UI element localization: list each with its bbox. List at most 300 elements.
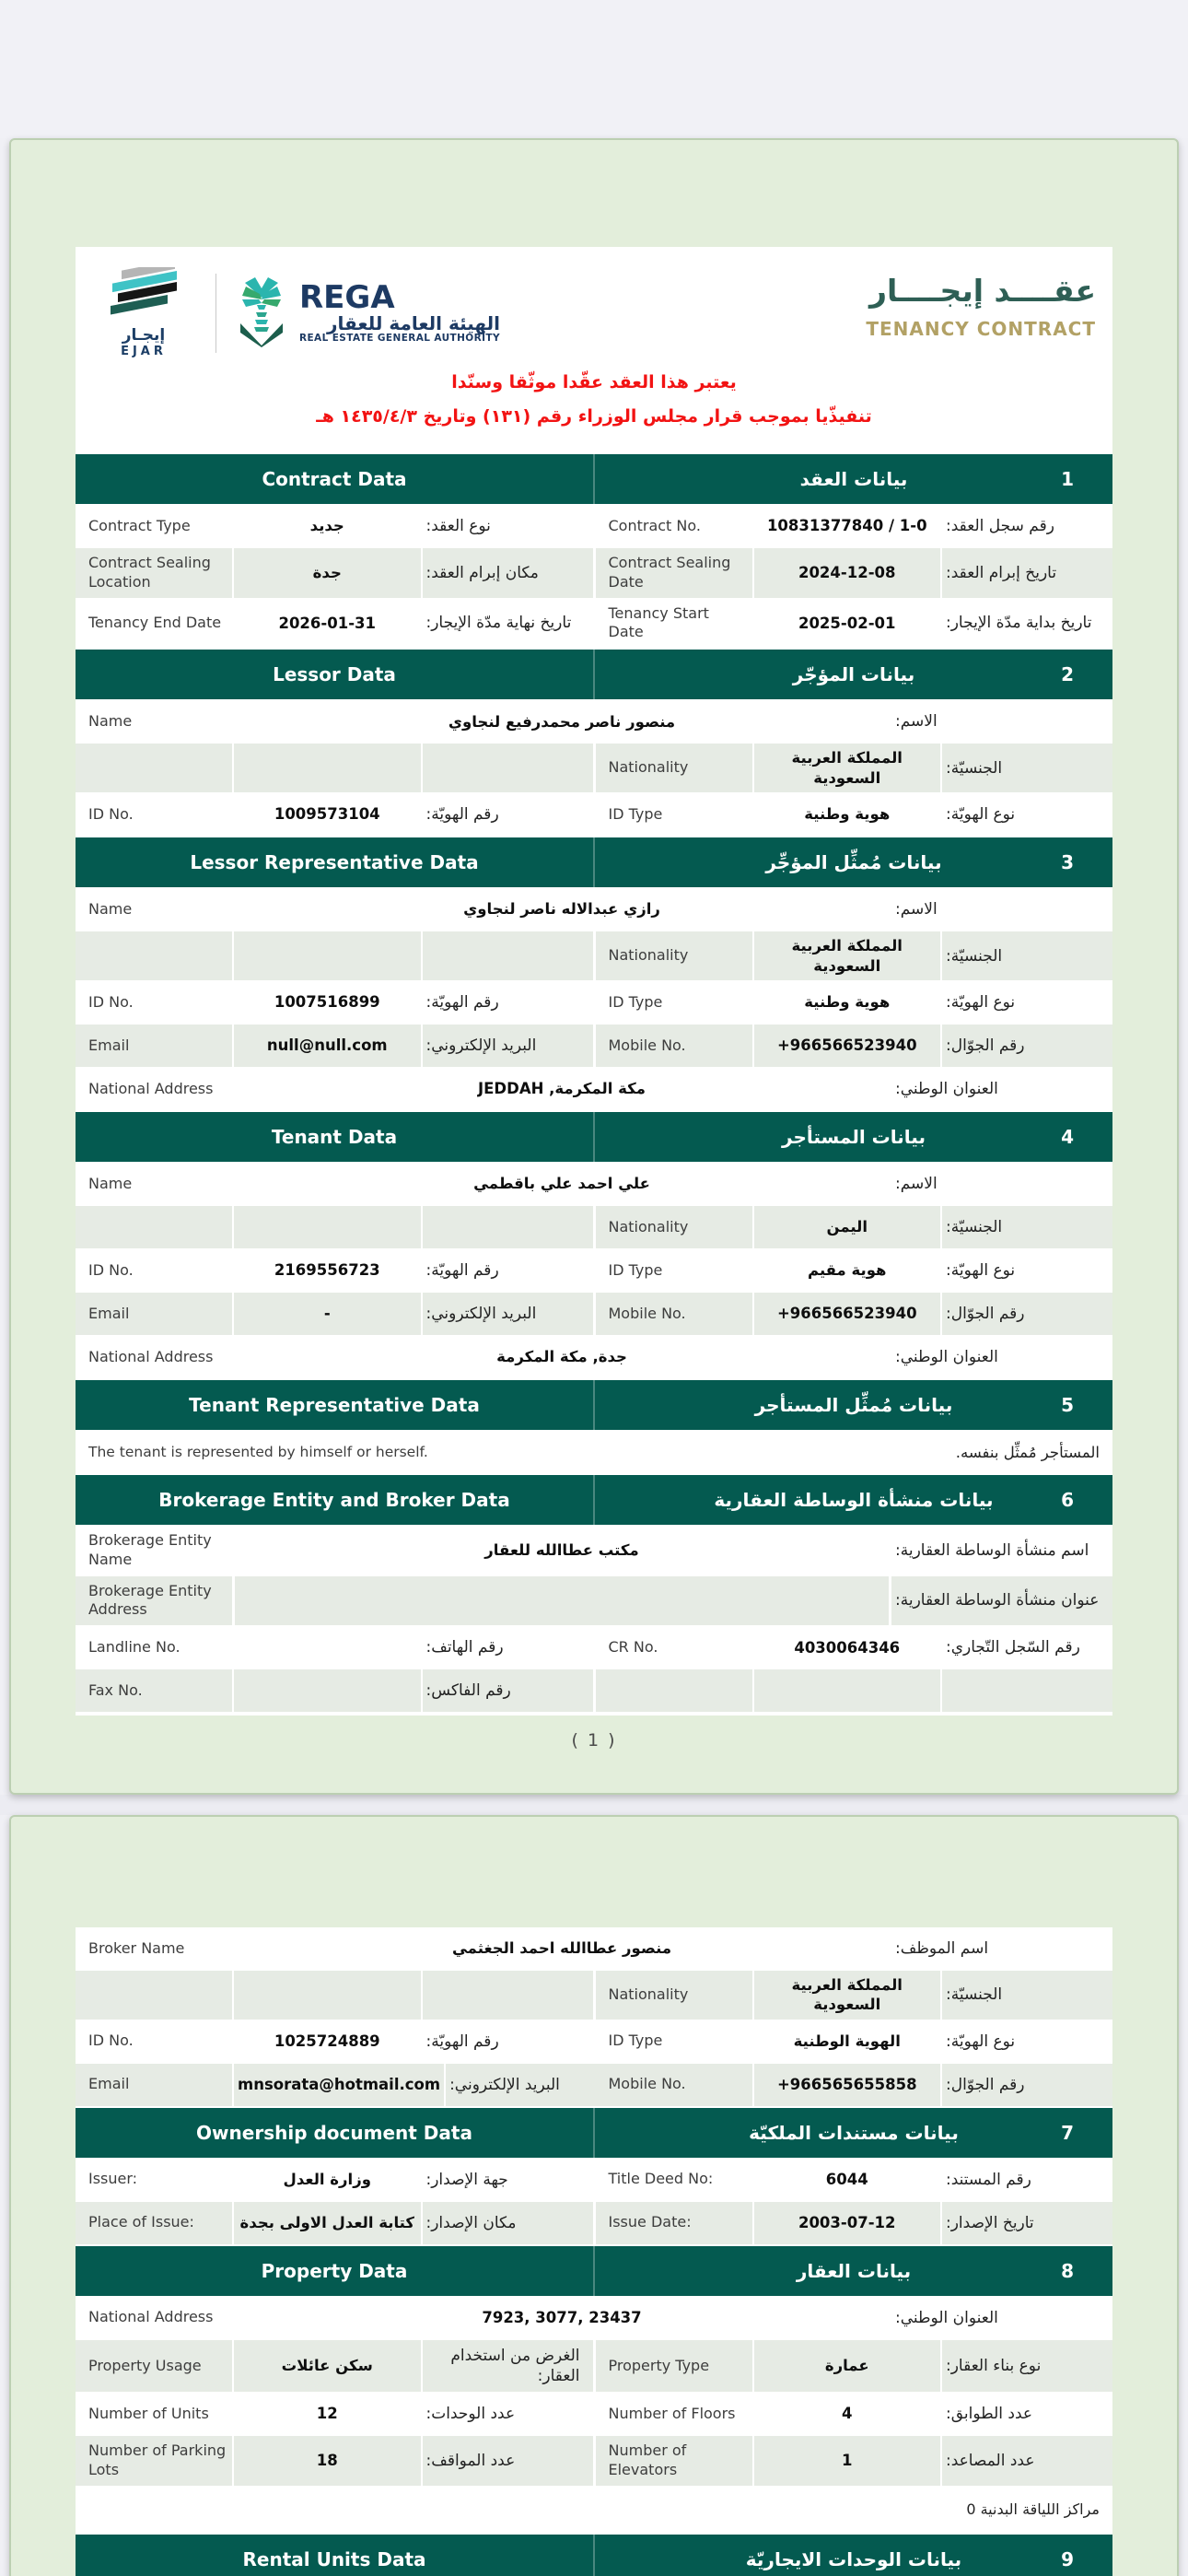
row-half-left	[76, 548, 593, 598]
table-row	[76, 2159, 1112, 2201]
field-label-ar: نوع بناء العقار:	[942, 2340, 1112, 2392]
table-row	[76, 793, 1112, 836]
field-label-en: Tenancy End Date	[88, 614, 222, 632]
row-half-right	[596, 744, 1113, 792]
row-half-right	[596, 2020, 1113, 2063]
field-value	[235, 1576, 889, 1626]
field-label-en: Mobile No.	[596, 1025, 752, 1067]
row-half-right	[596, 1669, 1113, 1712]
field-label-ar: رقم المستند:	[946, 2170, 1031, 2189]
field-label-en: Contract Sealing Location	[76, 548, 232, 598]
table-row	[76, 2020, 1112, 2063]
rega-palm-icon	[233, 275, 290, 351]
table-row	[76, 505, 1112, 547]
field-label-ar: رقم الهويّة:	[425, 805, 499, 825]
legal-notice	[76, 364, 1112, 452]
field-value: عمارة	[754, 2340, 941, 2392]
row-half-left	[76, 599, 593, 649]
viewer-top-area	[0, 0, 1188, 138]
row-half-left	[76, 2436, 593, 2486]
field-value	[234, 931, 421, 980]
field-label-en: Nationality	[596, 931, 752, 980]
section-number: 5	[1061, 1394, 1074, 1417]
document-page-1	[76, 247, 1112, 1715]
ejar-logo-text-ar: إيجـار	[122, 326, 166, 345]
section-number: 4	[1061, 1126, 1074, 1149]
field-label-en: Contract Sealing Date	[596, 548, 752, 598]
field-label-ar: نوع الهويّة:	[946, 1260, 1016, 1280]
row-half-right	[596, 2064, 1113, 2106]
field-label-en: Contract Type	[88, 516, 191, 534]
field-label-ar: رقم الهويّة:	[425, 992, 499, 1012]
field-label-ar: رقم سجل العقد:	[946, 517, 1054, 536]
table-row	[76, 1431, 1112, 1473]
field-label-en: ID No.	[88, 1260, 134, 1279]
field-value: null@null.com	[234, 1025, 421, 1067]
rega-logo-ar: الهيئة العامة للعقار	[326, 312, 500, 335]
field-label-ar: رقم الجوّال:	[942, 1025, 1112, 1067]
section-header-right	[593, 1380, 1112, 1430]
field-label-en: Issuer:	[88, 2170, 138, 2188]
field-label-ar	[942, 1669, 1112, 1712]
section-title-en: Tenant Representative Data	[189, 1394, 480, 1417]
field-value: 4	[842, 2405, 853, 2423]
field-value: 1	[754, 2436, 941, 2486]
section-title-en: Contract Data	[262, 468, 407, 491]
field-label-en: Brokerage Entity Name	[88, 1531, 212, 1568]
table-row	[76, 2202, 1112, 2244]
section-header-right	[593, 2108, 1112, 2158]
field-value: كتابة العدل الاولى بجدة	[234, 2202, 421, 2244]
section-title-en: Lessor Data	[273, 663, 396, 686]
field-value: منصور عطاالله احمد الجغثمي	[451, 1939, 672, 1958]
field-value: منصور ناصر محمدرفيع لنجاوي	[448, 712, 676, 731]
row-half-right	[596, 1025, 1113, 1067]
field-label-en: Email	[76, 1293, 232, 1335]
field-label-en: Issue Date:	[596, 2202, 752, 2244]
row-half-right	[596, 1249, 1113, 1292]
table-row	[76, 1068, 1112, 1110]
row-half-left	[76, 1971, 593, 2020]
ejar-stripes-icon	[105, 267, 182, 324]
table-row	[76, 2487, 1112, 2533]
field-value: اليمن	[754, 1206, 941, 1248]
row-half-right	[596, 2202, 1113, 2244]
field-value: جديد	[309, 517, 344, 535]
section-9	[76, 2535, 1112, 2576]
ejar-logo-text-en: EJAR	[121, 345, 167, 358]
field-value: المملكة العربية السعودية	[754, 744, 941, 792]
table-row	[76, 2436, 1112, 2486]
field-label-en: Tenancy Start Date	[608, 603, 709, 641]
field-label-ar	[423, 1206, 593, 1248]
field-label-en: National Address	[88, 1347, 214, 1365]
document-page-2	[76, 1927, 1112, 2576]
row-half-right	[596, 1206, 1113, 1248]
section-title-ar: بيانات العقد	[799, 468, 908, 491]
field-label-en: Number of Elevators	[596, 2436, 752, 2486]
row-half-right	[596, 981, 1113, 1024]
section-header-right	[593, 1475, 1112, 1525]
field-label-en: Place of Issue:	[76, 2202, 232, 2244]
section-number: 2	[1061, 663, 1074, 686]
row-half-left	[76, 744, 593, 792]
row-half-left	[76, 793, 593, 836]
logo-group	[88, 267, 500, 358]
row-half-left	[76, 2064, 593, 2106]
field-label-en: Name	[88, 1174, 133, 1192]
field-label-en: Nationality	[596, 744, 752, 792]
row-half-left	[76, 2393, 593, 2435]
logo-divider	[215, 274, 216, 353]
section-4	[76, 1112, 1112, 1378]
field-label-en	[76, 1971, 232, 2020]
document-header	[76, 247, 1112, 364]
field-label-en: ID No.	[88, 2032, 134, 2050]
field-label-ar: اسم منشأة الوساطة العقارية:	[895, 1540, 1089, 1560]
field-value: المملكة العربية السعودية	[754, 1971, 941, 2020]
field-label-en: Email	[76, 2064, 232, 2106]
field-label-ar: رقم الهاتف:	[425, 1638, 504, 1657]
field-value: مكة المكرمة, JEDDAH	[478, 1080, 646, 1098]
row-half-right	[596, 2436, 1113, 2486]
row-half-left	[76, 931, 593, 980]
field-label-ar: رقم الهويّة:	[425, 2032, 499, 2051]
field-label-ar: الغرض من استخدام العقار:	[423, 2340, 593, 2392]
section-title-ar: بيانات العقار	[796, 2259, 912, 2282]
field-label-en: ID Type	[608, 804, 663, 823]
contract-title-block	[866, 267, 1096, 340]
page-separator	[0, 1795, 1188, 1815]
field-value: المملكة العربية السعودية	[754, 931, 941, 980]
row-half-right	[596, 1293, 1113, 1335]
table-row	[76, 1669, 1112, 1712]
table-row	[76, 1249, 1112, 1292]
section-number: 7	[1061, 2121, 1074, 2144]
ejar-logo	[88, 267, 199, 358]
field-value: سكن عائلات	[234, 2340, 421, 2392]
field-label-ar: رقم الجوّال:	[942, 1293, 1112, 1335]
field-value: 1025724889	[274, 2032, 380, 2051]
field-label-ar: عدد المواقف:	[423, 2436, 593, 2486]
field-value: جدة, مكة المكرمة	[496, 1348, 627, 1366]
note-text-en: The tenant is represented by himself or herself.	[88, 1444, 428, 1461]
table-row	[76, 888, 1112, 931]
field-label-en: Mobile No.	[596, 2064, 752, 2106]
section-header	[76, 2108, 1112, 2158]
section-header	[76, 2535, 1112, 2576]
section-title-ar: بيانات مُمثِّل المستأجر	[754, 1394, 953, 1417]
field-label-en: Mobile No.	[596, 1293, 752, 1335]
table-row	[76, 1206, 1112, 1248]
table-row	[76, 2340, 1112, 2392]
legal-notice-line2: تنفيذّيا بموجب قرار مجلس الوزراء رقم (١٣١) وتاريخ ١٤٣٥/٤/٣ هـ	[316, 406, 872, 427]
field-label-en: Broker Name	[88, 1938, 185, 1957]
field-label-en: ID Type	[608, 2032, 663, 2050]
field-value: الهوية الوطنية	[793, 2032, 901, 2051]
table-row	[76, 744, 1112, 792]
field-value: 2169556723	[274, 1261, 380, 1280]
section-title-en: Tenant Data	[271, 1126, 398, 1149]
field-value: +966565655858	[754, 2064, 941, 2106]
section-header-right	[593, 837, 1112, 887]
row-half-right	[596, 1971, 1113, 2020]
section-header	[76, 837, 1112, 887]
field-value: 12	[316, 2405, 338, 2423]
section-7	[76, 2108, 1112, 2244]
field-value	[234, 1669, 421, 1712]
note-text-ar: مراكز اللياقة البدنية 0	[966, 2500, 1100, 2519]
field-label-en: ID Type	[608, 1260, 663, 1279]
section-title-en: Lessor Representative Data	[190, 851, 479, 874]
field-label-en: Nationality	[596, 1206, 752, 1248]
field-label-en	[596, 1669, 752, 1712]
field-value: علي احمد علي باقطمي	[473, 1175, 650, 1193]
field-value	[234, 744, 421, 792]
field-value: هوية وطنية	[804, 805, 891, 824]
field-value: وزارة العدل	[283, 2171, 371, 2189]
row-half-right	[596, 2159, 1113, 2201]
section-number: 6	[1061, 1489, 1074, 1512]
field-label-ar: تاريخ نهاية مدّة الإيجار:	[425, 614, 572, 633]
field-value: 2025-02-01	[798, 614, 896, 632]
section-number: 3	[1061, 851, 1074, 874]
field-label-ar: رقم الجوّال:	[942, 2064, 1112, 2106]
field-label-ar: الاسم:	[895, 900, 938, 919]
field-label-ar: الجنسيّة:	[942, 1206, 1112, 1248]
section-number: 9	[1061, 2547, 1074, 2570]
field-label-ar: نوع الهويّة:	[946, 2032, 1016, 2051]
section-title-ar: بيانات المؤجّر	[792, 663, 915, 686]
field-value: 2003-07-12	[754, 2202, 941, 2244]
field-label-en: Number of Floors	[608, 2404, 736, 2422]
table-row	[76, 1971, 1112, 2020]
row-half-right	[596, 1626, 1113, 1669]
field-label-ar: الاسم:	[895, 712, 938, 732]
section-header	[76, 1380, 1112, 1430]
field-label-ar: مكان إبرام العقد:	[423, 548, 593, 598]
field-label-en: National Address	[88, 1079, 214, 1097]
row-half-right	[596, 793, 1113, 836]
field-label-ar: العنوان الوطني:	[895, 1347, 998, 1366]
row-half-left	[76, 1293, 593, 1335]
field-label-ar: الجنسيّة:	[942, 1971, 1112, 2020]
field-label-ar: رقم الهويّة:	[425, 1260, 499, 1280]
field-label-en: Email	[76, 1025, 232, 1067]
section-number: 1	[1061, 468, 1074, 491]
field-value: 6044	[825, 2171, 868, 2189]
field-label-en: National Address	[88, 2308, 214, 2326]
field-label-ar: البريد الإلكتروني:	[446, 2064, 616, 2106]
field-value: 18	[234, 2436, 421, 2486]
note-text-ar: المستأجر مُمثِّل بنفسه.	[955, 1443, 1100, 1461]
field-value: mnsorata@hotmail.com	[234, 2064, 444, 2106]
row-half-left	[76, 2159, 593, 2201]
field-value: رازي عبدالاله ناصر لنجاوي	[463, 900, 660, 919]
section-6	[76, 1475, 1112, 1712]
field-value	[234, 1206, 421, 1248]
section-title-en: Rental Units Data	[242, 2547, 426, 2570]
field-label-ar: عدد الطوابق:	[946, 2405, 1033, 2424]
section-header-right	[593, 2246, 1112, 2296]
table-row	[76, 2297, 1112, 2339]
table-row	[76, 548, 1112, 598]
contract-title-ar: عقــــد إيجــــار	[869, 273, 1096, 309]
field-value: 2024-12-08	[754, 548, 941, 598]
document-page-2-sections	[76, 2108, 1112, 2576]
table-row	[76, 1163, 1112, 1205]
section-8	[76, 2246, 1112, 2533]
section-title-ar: بيانات منشأة الوساطة العقارية	[714, 1489, 994, 1512]
field-label-ar: الجنسيّة:	[942, 744, 1112, 792]
contract-page-2	[9, 1815, 1179, 2576]
field-label-en	[76, 1206, 232, 1248]
field-label-ar: تاريخ الإصدار:	[942, 2202, 1112, 2244]
field-value	[754, 1669, 941, 1712]
contract-page-1	[9, 138, 1179, 1795]
row-half-right	[596, 2340, 1113, 2392]
section-title-ar: بيانات الوحدات الايجاريّة	[745, 2547, 962, 2570]
section-header	[76, 454, 1112, 504]
section-header-right	[593, 1112, 1112, 1162]
field-label-en: Nationality	[596, 1971, 752, 2020]
section-header-right	[593, 650, 1112, 699]
table-row	[76, 1293, 1112, 1335]
field-value: 7923, 3077, 23437	[482, 2309, 642, 2327]
row-half-left	[76, 2340, 593, 2392]
table-row	[76, 700, 1112, 743]
field-label-en: Property Type	[596, 2340, 752, 2392]
field-label-ar: البريد الإلكتروني:	[423, 1025, 593, 1067]
section-header	[76, 1475, 1112, 1525]
field-label-ar: مكان الإصدار:	[423, 2202, 593, 2244]
section-header	[76, 1112, 1112, 1162]
section-header-right	[593, 2535, 1112, 2576]
field-label-en: Number of Units	[88, 2404, 209, 2422]
table-row	[76, 1526, 1112, 1575]
table-row	[76, 599, 1112, 649]
rega-logo	[233, 275, 500, 351]
row-half-left	[76, 1206, 593, 1248]
legal-notice-line1: يعتبر هذا العقد عقّدا موثّقا وسنّدا	[451, 372, 737, 392]
row-half-left	[76, 2202, 593, 2244]
section-title-en: Ownership document Data	[196, 2121, 472, 2144]
section-title-ar: بيانات مُمثِّل المؤجِّر	[765, 851, 942, 874]
field-label-ar: نوع الهويّة:	[946, 805, 1016, 825]
page-number: ( 1 )	[571, 1730, 617, 1751]
row-half-left	[76, 1669, 593, 1712]
field-label-en: Property Usage	[76, 2340, 232, 2392]
field-label-en: CR No.	[608, 1637, 658, 1656]
row-half-right	[596, 931, 1113, 980]
field-label-en: Name	[88, 899, 133, 918]
field-label-ar: نوع العقد:	[425, 517, 491, 536]
row-half-left	[76, 1626, 593, 1669]
field-label-ar: عنوان منشأة الوساطة العقارية:	[891, 1576, 1112, 1626]
field-label-ar: نوع الهويّة:	[946, 992, 1016, 1012]
field-label-en: Contract No.	[608, 516, 701, 534]
field-label-en: ID Type	[608, 992, 663, 1011]
field-label-ar: عدد الوحدات:	[425, 2405, 516, 2424]
field-label-ar: تاريخ بداية مدّة الإيجار:	[946, 614, 1092, 633]
section-title-en: Property Data	[261, 2259, 408, 2282]
field-label-ar	[423, 1971, 593, 2020]
field-label-ar: جهة الإصدار:	[425, 2170, 508, 2189]
section-3	[76, 837, 1112, 1110]
row-half-left	[76, 1249, 593, 1292]
field-label-en: Number of Parking Lots	[76, 2436, 232, 2486]
section-header-right	[593, 454, 1112, 504]
field-label-en	[76, 744, 232, 792]
table-row	[76, 2393, 1112, 2435]
document-page-1-sections	[76, 454, 1112, 1712]
field-label-ar: رقم الفاكس:	[423, 1669, 593, 1712]
row-half-right	[596, 505, 1113, 547]
table-row	[76, 1927, 1112, 1970]
field-label-ar: رقم السّجل التّجاري:	[946, 1638, 1080, 1657]
contract-title-en: TENANCY CONTRACT	[866, 318, 1096, 340]
field-value: -	[234, 1293, 421, 1335]
row-half-right	[596, 599, 1113, 649]
field-value: +966566523940	[754, 1293, 941, 1335]
field-label-en: Title Deed No:	[608, 2170, 714, 2188]
table-row	[76, 981, 1112, 1024]
field-value: هوية مقيم	[808, 1261, 887, 1280]
field-label-ar: البريد الإلكتروني:	[423, 1293, 593, 1335]
section-title-ar: بيانات المستأجر	[782, 1126, 926, 1149]
section-title-ar: بيانات مستندات الملكيّة	[749, 2121, 959, 2144]
table-row	[76, 931, 1112, 980]
field-value: هوية وطنية	[804, 993, 891, 1012]
field-value: 4030064346	[794, 1638, 901, 1657]
field-label-ar	[423, 931, 593, 980]
field-label-en: ID No.	[88, 804, 134, 823]
section-title-en: Brokerage Entity and Broker Data	[158, 1489, 510, 1512]
field-label-en: Name	[88, 711, 133, 730]
table-row	[76, 1025, 1112, 1067]
rega-logo-name: REGA	[299, 278, 395, 316]
field-value: جدة	[234, 548, 421, 598]
field-label-en	[76, 931, 232, 980]
field-value: +966566523940	[754, 1025, 941, 1067]
field-label-ar: الجنسيّة:	[942, 931, 1112, 980]
section-header	[76, 650, 1112, 699]
field-label-ar: العنوان الوطني:	[895, 1079, 998, 1098]
row-half-left	[76, 2020, 593, 2063]
field-label-ar: تاريخ إبرام العقد:	[942, 548, 1112, 598]
field-label-en: Fax No.	[76, 1669, 232, 1712]
field-label-en: Landline No.	[88, 1637, 181, 1656]
field-value: 1009573104	[274, 805, 380, 824]
field-value	[234, 1626, 421, 1669]
section-header	[76, 2246, 1112, 2296]
field-label-ar: عدد المصاعد:	[942, 2436, 1112, 2486]
field-label-en: Brokerage Entity Address	[76, 1576, 232, 1626]
section-5	[76, 1380, 1112, 1473]
field-value: 10831377840 / 1-0	[766, 517, 927, 535]
field-value: 1007516899	[274, 993, 380, 1012]
document-page-2-rows	[76, 1927, 1112, 2106]
rega-logo-en: REAL ESTATE GENERAL AUTHORITY	[299, 333, 500, 345]
table-row	[76, 1336, 1112, 1378]
field-label-en: ID No.	[88, 992, 134, 1011]
table-row	[76, 1626, 1112, 1669]
field-label-ar: العنوان الوطني:	[895, 2308, 998, 2327]
field-value: 2026-01-31	[278, 614, 377, 632]
field-value: مكتب عطاالله للعقار	[484, 1541, 639, 1560]
row-half-right	[596, 2393, 1113, 2435]
section-number: 8	[1061, 2259, 1074, 2282]
